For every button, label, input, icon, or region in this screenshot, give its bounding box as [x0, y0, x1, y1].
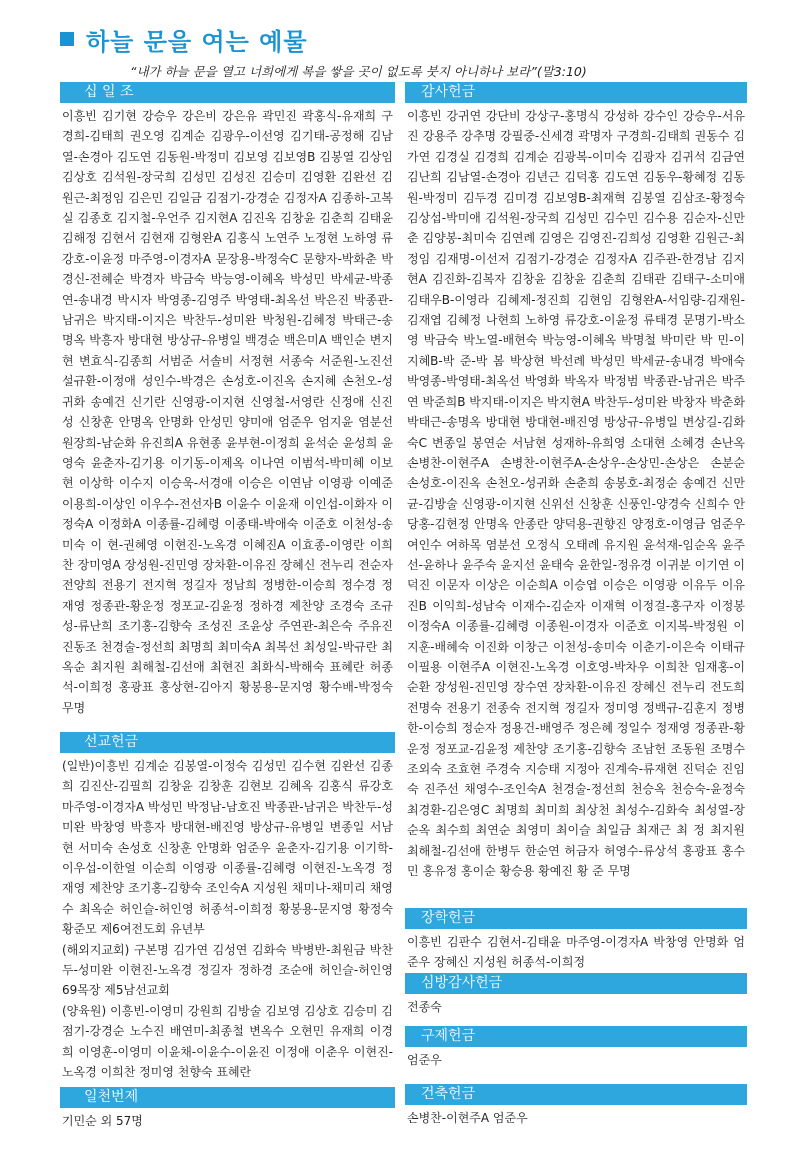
relief-section [405, 1026, 747, 1070]
page-header [60, 20, 760, 60]
relief-heading: 구제헌금 [405, 1026, 747, 1047]
thanks-heading: 감사헌금 [405, 82, 747, 103]
visit-thanks-heading: 심방감사헌금 [405, 973, 747, 994]
thanks-names: 이흥빈 강귀연 강단비 강상구-홍명식 강성하 강수인 강승우-서유진 강용주 강추명 강필중-신세경 곽명자 구경희-김태희 권동수 김가연 김경실 김경희 김계순 김광복-이미숙 김광자 김귀석 김금연 김난희 김남열-손경아 김년근 김덕홍 김도연 김동우-황혜정 김동원-박정미 김두경 김미경 김보영B-최재혁 김봉열 김삼조-황정숙 김상섭-박미애 김석원-장국희 김성민 김수민 김수용 김순자-신만춘 김양봉-최미숙 김연례 김영은 김영진-김희성 김영환 김원근-최정임 김재명-이선저 김점기-강경순 김정자A 김주관-한경남 김지현A 김진화-김복자 김창윤 김창윤 김춘희 김태관 김태구-소미애 김태우B-이영라 김혜제-정진희 김현임 김형완A-서임량-김재원-김재엽 김혜정 나현희 노하영 류강호-이윤정 류태경 문명기-박소영 박금숙 박노열-배현숙 박능영-이혜옥 박명철 박미란 박 민-이지혜B-박 준-박 봄 박상현 박선례 박성민 박세균-송내경 박애숙 박영종-박영태-최옥선 박영화 박옥자 박정범 박종관-남귀은 박주연 박준희B 박지태-이지은 박지현A 박찬두-성미완 박창자 박춘화 박태근-송명옥 방대현 방대현-배진영 방상규-유병일 변상길-김화숙C 변종일 봉연순 서남현 성재하-유희영 소대현 소혜경 손난옥 손병찬-이현주A 손병찬-이현주A-손상우-손상민-손상은 손분순 손성호-이진옥 손천오-성귀화 손춘희 송봉호-최정순 송예건 신만균-김방술 신영광-이지현 신위선 신창훈 신풍인-양경숙 신희수 안당홍-김현정 안명옥 안종란 양덕용-권향진 양정호-이영금 엄준우 여인수 여하목 염분선 오정식 오태례 유지원 윤석재-임순옥 윤주선-윤하나 윤주숙 윤지선 윤태숙 윤한일-정유경 이귀분 이기연 이덕진 이문자 이상은 이순희A 이승엽 이승은 이영광 이유두 이유진B 이익희-성남숙 이재수-김순자 이재혁 이정걸-홍구자 이정봉 이정숙A 이종률-김혜령 이종원-이경자 이준호 이지복-박정원 이지훈-배혜숙 이진화 이창근 이천성-송미숙 이춘기-이은숙 이태규 이필용 이현주A 이현진-노옥경 이호영-박차우 이희찬 임재홍-이순환 장성원-진민영 장수연 장차환-이유진 장혜신 전누리 전도희 전명숙 전용기 전종숙 전지혁 정길자 정미영 정백규-김훈지 정병한-이승희 정순자 정용건-배영주 정은혜 정일수 정재영 정종관-황운정 정포교-김윤정 제찬양 조기홍-김향숙 조남헌 조동원 조명수 조외숙 조효현 주경숙 지승태 지정아 진계숙-류재현 진덕순 진임숙 진주선 채영수-조인숙A 천경술-정선희 천승옥 천승숙-윤정숙 최경환-김은영C 최명희 최미희 최상천 최성수-김화숙 최성열-장순옥 최수희 최연순 최영미 최이슬 최일금 최재근 최 정 최지원 최해철-김선애 한병두 한순연 허금자 허영수-류상석 홍광표 홍수민 홍유정 홍이순 황승용 황예진 황 준 무명 [407, 109, 745, 879]
thousand-offering-section [60, 1087, 395, 1131]
mission-general: (일반)이흥빈 김계순 김봉열-이정숙 김성민 김수현 김완선 김종희 김진산-김필희 김창윤 김창훈 김현보 김혜옥 김홍식 류강호 마주영-이경자A 박성민 박정남-남호진 박종관-남귀은 박찬두-성미완 박창영 박흥자 방대현-배진영 방상규-유병일 변종일 서남현 서미숙 손성호 신창훈 안명화 엄준우 윤춘자-김기용 이기학-이우섭-이한얼 이순희 이영광 이종률-김혜령 이현진-노옥경 정재영 제찬양 조기홍-김향숙 조인숙A 지성원 채미나-채미리 채영수 최옥순 허인슬-허인영 허종석-이희정 황봉용-문지영 황정숙 황준모 제6여전도회 유년부 [62, 759, 393, 937]
visit-thanks-section [405, 973, 747, 1017]
scholarship-heading: 장학헌금 [405, 908, 747, 929]
mission-names [60, 753, 395, 1083]
title-square-icon [60, 32, 74, 46]
building-names: 손병찬-이현주A 엄준우 [407, 1111, 528, 1125]
tithe-section [60, 82, 395, 718]
scholarship-names: 이흥빈 김판수 김현서-김태윤 마주영-이경자A 박창영 안명화 엄준우 장혜신 지성원 허종석-이희정 [407, 935, 745, 970]
mission-heading: 선교헌금 [60, 732, 395, 753]
thousand-offering-names: 기민순 외 57명 [62, 1114, 143, 1128]
mission-orphanage: (양육원) 이흥빈-이영미 강원희 김방술 김보영 김상호 김승미 김점기-강경순 노수진 배연미-최종철 변옥수 오현민 유재희 이경희 이영훈-이영미 이윤채-이윤수-이윤진 이정애 이춘우 이현진-노옥경 이희찬 정미영 천향숙 표혜란 [62, 1003, 393, 1080]
thanks-section [405, 82, 747, 881]
page-title: 하늘 문을 여는 예물 [86, 28, 308, 56]
thousand-offering-heading: 일천번제 [60, 1087, 395, 1108]
relief-names: 엄준우 [407, 1053, 442, 1067]
building-heading: 건축헌금 [405, 1084, 747, 1105]
mission-section [60, 732, 395, 1083]
tithe-heading: 십 일 조 [60, 82, 395, 103]
visit-thanks-names: 전종숙 [407, 1000, 442, 1014]
building-section [405, 1084, 747, 1128]
tithe-names: 이흥빈 김기현 강승우 강은비 강은유 곽민진 곽홍식-유재희 구경희-김태희 권오영 김계순 김광우-이선영 김기태-공정해 김남열-손경아 김도연 김동원-박정미 김보영 김보영B 김봉열 김상임 김상호 김석원-장국희 김성민 김성진 김승미 김영환 김완선 김원근-최정임 김은민 김일금 김점기-강경순 김정자A 김종하-고복실 김종호 김지철-우언주 김지현A 김진옥 김창윤 김춘희 김태윤 김해정 김현서 김현재 김형완A 김홍식 노연주 노정현 노하영 류강호-이윤정 마주영-이경자A 문장용-박정숙C 문향자-박화춘 박경신-전혜순 박경자 박금숙 박능영-이혜옥 박성민 박세균-박종연-송내경 박시자 박영종-김영주 박영태-최옥선 박은진 박종관-남귀은 박지태-이지은 박찬두-성미완 박청원-김혜정 박태근-송명옥 박흥자 방대현 방상규-유병일 백경순 백은미A 백인순 변지현 변효식-김종희 서범준 서솔비 서정현 서종숙 서준원-노진선 설규환-이정애 성인수-박경은 손성호-이진옥 손지혜 손천오-성귀화 송예건 신기란 신영광-이지현 신영철-서영란 신정애 신진성 신창훈 안명옥 안명화 안성민 양미애 엄준우 엄지윤 염분선 원장희-남순화 유진희A 유현종 윤부현-이정희 윤석순 윤성희 윤영숙 윤춘자-김기용 이기동-이제옥 이나연 이범석-박미혜 이보현 이상학 이수지 이승욱-서경애 이승은 이연남 이영광 이예준 이용희-이상인 이우수-전선자B 이윤수 이윤재 이인섭-이화자 이정숙A 이정화A 이종률-김혜령 이종태-박애숙 이준호 이천성-송미숙 이 현-권혜영 이현진-노옥경 이혜진A 이효종-이영란 이희찬 장미영A 장성원-진민영 장차환-이유진 장혜신 전누리 전순자 전양희 전용기 전지혁 정길자 정남희 정병한-이승희 정수경 정재영 정종관-황운정 정포교-김윤정 정하경 제찬양 조경숙 조규성-류난희 조기홍-김향숙 조성진 조윤상 주연관-최은숙 주유진 진동조 천경술-정선희 최명희 최미숙A 최복선 최성일-박규란 최옥순 최지원 최해철-김선애 최현진 최화식-박해숙 표혜란 허종석-이희정 홍광표 홍상현-김아지 황봉용-문지영 황수배-박정숙 무명 [62, 109, 393, 715]
bible-verse: “내가 하늘 문을 열고 너희에게 복을 쌓을 곳이 없도록 붓지 아니하나 보라”(말3:10) [130, 64, 587, 79]
scholarship-section [405, 908, 747, 973]
mission-overseas: (해외지교회) 구본명 김가연 김성연 김화숙 박병반-최원금 박찬두-성미완 이현진-노옥경 정길자 정하경 조순애 허인슬-허인영 69목장 제5남선교회 [62, 942, 393, 998]
